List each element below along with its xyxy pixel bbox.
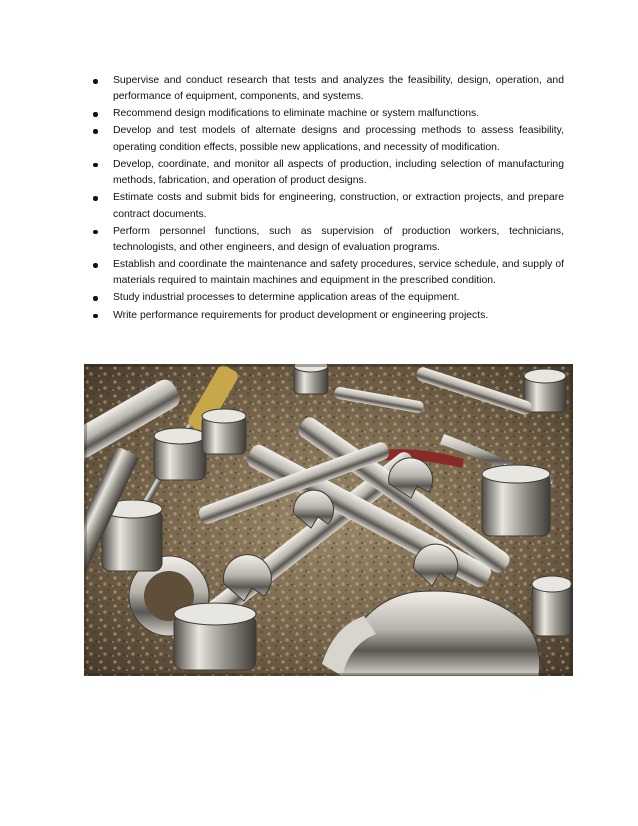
list-item-text: Recommend design modifications to eliminate machine or system malfunctions.: [113, 108, 480, 120]
list-item-text: Develop and test models of alternate designs and processing methods to assess feasibility, operating condition effects, possible new applications, and necessity of modification.: [113, 125, 564, 153]
list-item: [88, 257, 564, 290]
bullet-icon: [93, 263, 98, 268]
list-item-text: Write performance requirements for product development or engineering projects.: [113, 309, 489, 321]
tools-illustration: [84, 364, 573, 676]
list-item-text: Supervise and conduct research that tests and analyzes the feasibility, design, operation, and performance of equipment, components, and systems.: [113, 75, 564, 103]
bullet-icon: [93, 196, 98, 201]
list-item: [88, 308, 564, 324]
list-item: [88, 73, 564, 106]
list-item: [88, 224, 564, 257]
bullet-icon: [93, 112, 98, 117]
bullet-icon: [93, 129, 98, 134]
list-item: [88, 190, 564, 223]
bullet-icon: [93, 314, 98, 319]
list-item: [88, 157, 564, 190]
bullet-icon: [93, 79, 98, 84]
list-item: [88, 123, 564, 156]
bullet-icon: [93, 163, 98, 168]
tools-photo: [84, 364, 573, 676]
list-item-text: Establish and coordinate the maintenance and safety procedures, service schedule, and supply of materials required to maintain machines and equipment in the prescribed condition.: [113, 259, 564, 287]
bullet-list: [88, 73, 564, 325]
list-item-text: Perform personnel functions, such as supervision of production workers, technicians, technologists, and other engineers, and design of evaluation programs.: [113, 225, 564, 253]
list-item: [88, 106, 564, 122]
bullet-icon: [93, 230, 98, 235]
list-item-text: Estimate costs and submit bids for engineering, construction, or extraction projects, and prepare contract documents.: [113, 192, 564, 220]
list-item-text: Develop, coordinate, and monitor all aspects of production, including selection of manufacturing methods, fabrication, and operation of product designs.: [113, 158, 564, 187]
list-item: [88, 290, 564, 306]
list-item-text: Study industrial processes to determine application areas of the equipment.: [113, 292, 460, 304]
bullet-icon: [93, 296, 98, 301]
